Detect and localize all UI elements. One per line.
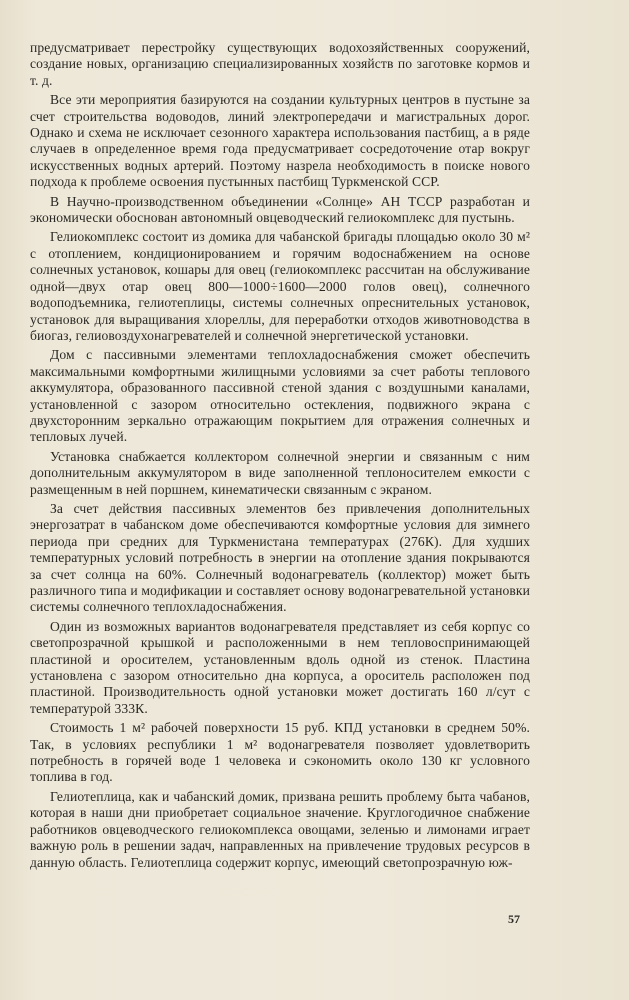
paragraph: Гелиокомплекс состоит из домика для чабанской бригады площадью около 30 м² с отоплением, кондиционированием и горячим водоснабжением на основе солнечных установок, кошары для овец (гелиокомплекс рассчитан на обслуживание одной—двух отар овец 800—1000÷1600—2000 голов овец), солнечного водоподъемника, гелиотеплицы, системы солнечных опреснительных установок, установок для выращивания хлореллы, для переработки отходов животноводства в биогаз, гелиовоздухонагревателей и солнечной энергетической установки. <box>30 229 530 343</box>
paragraph: В Научно-производственном объединении «Солнце» АН ТССР разработан и экономически обоснован автономный овцеводческий гелиокомплекс для пустынь. <box>30 193 530 226</box>
page-number: 57 <box>508 912 520 926</box>
paragraph: Один из возможных вариантов водонагревателя представляет из себя корпус со светопрозрачной крышкой и расположенными в нем тепловоспринимающей пластиной и оросителем, установленным вдоль одной из стенок. Пластина установлена с зазором относительно дна корпуса, а ороситель расположен под пластиной. Производительность одной установки может достигать 160 л/сут с температурой 333К. <box>30 618 530 716</box>
paragraph: Все эти мероприятия базируются на создании культурных центров в пустыне за счет строительства водоводов, линий электропередачи и магистральных дорог. Однако и схема не исключает сезонного характера использования пастбищ, а в ряде случаев в определенное время года предусматривает сосредоточение отар вокруг искусственных водных артерий. Поэтому назрела необходимость в поиске нового подхода к проблеме освоения пустынных пастбищ Туркменской ССР. <box>30 92 530 190</box>
paragraph: Дом с пассивными элементами теплохладоснабжения сможет обеспечить максимальными комфортными жилищными условиями за счет работы теплового аккумулятора, образованного пассивной стеной здания с воздушными каналами, установленной с зазором относительно остекления, подвижного экрана с двухсторонним зеркально отражающим покрытием для отражения солнечных и тепловых лучей. <box>30 347 530 445</box>
paragraph: предусматривает перестройку существующих водохозяйственных сооружений, создание новых, организацию специализированных хозяйств по заготовке кормов и т. д. <box>30 40 530 88</box>
paragraph: За счет действия пассивных элементов без привлечения дополнительных энергозатрат в чабанском доме обеспечиваются комфортные условия для зимнего периода при средних для Туркменистана температурах (276К). Для худших температурных условий потребность в энергии на отопление здания покрываются за счет солнца на 60%. Солнечный водонагреватель (коллектор) может быть различного типа и модификации и составляет основу водонагревательной установки системы солнечного теплохладоснабжения. <box>30 500 530 615</box>
paragraph: Гелиотеплица, как и чабанский домик, призвана решить проблему быта чабанов, которая в наши дни приобретает социальное значение. Круглогодичное снабжение работников овцеводческого гелиокомплекса овощами, зеленью и лимонами играет важную роль в решении задач, направленных на привлечение трудовых ресурсов в данную область. Гелиотеплица содержит корпус, имеющий светопрозрачную юж- <box>30 788 530 870</box>
paragraph: Установка снабжается коллектором солнечной энергии и связанным с ним дополнительным аккумулятором в виде заполненной теплоносителем емкости с размещенным в ней поршнем, кинематически связанным с экраном. <box>30 448 530 497</box>
body-text <box>30 40 530 874</box>
paragraph: Стоимость 1 м² рабочей поверхности 15 руб. КПД установки в среднем 50%. Так, в условиях республики 1 м² водонагревателя позволяет удовлетворить потребность в горячей воде 1 человека и сэкономить около 130 кг условного топлива в год. <box>30 720 530 785</box>
